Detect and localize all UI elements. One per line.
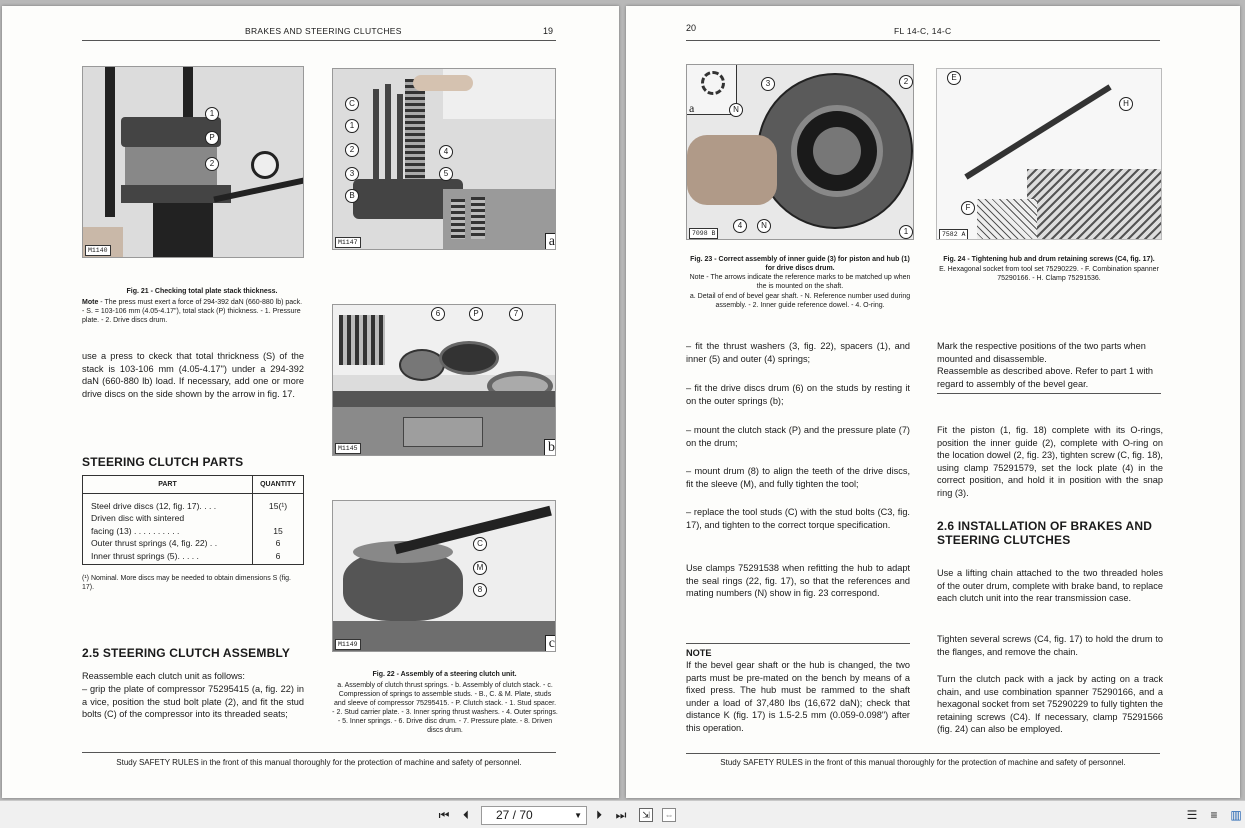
fig22-caption-text: a. Assembly of clutch thrust springs. - b. Assembly of clutch stack. - c. Compression of springs to assemble studs. - B., C. & M. Plate, studs and sleeve of compressor 75295415. - P. Clutch stack. - 1. Stud spacer. - 2. Stud carrier plate. - 3. Inner spring thrust washers. - 4. Outer springs. - 5. Inner springs. - 6. Drive disc drum. - 7. Pressure plate. - 8. Driven discs drum. (332, 682, 558, 734)
fig22a-callout-b: B (345, 189, 359, 203)
parts-table (82, 475, 304, 565)
viewer-toolbar (0, 800, 1245, 828)
fig23-callout-2: 2 (899, 75, 913, 89)
note-text: If the bevel gear shaft or the hub is changed, the two parts must be pre-mated on the bench by means of a fixed press. The hub must be rammed to the shaft under a load of 37,480 lbs (16,672 daN); check that distance K (fig. 17) is 1.5-2.5 mm (0.059-0.098") after this operation. (686, 660, 910, 733)
column-rule (937, 393, 1161, 394)
running-header: BRAKES AND STEERING CLUTCHES (245, 26, 402, 36)
step-item: – fit the thrust washers (3, fig. 22), spacers (1), and inner (5) and outer (4) springs; (686, 341, 910, 364)
footer-text: Study SAFETY RULES in the front of this manual thoroughly for the protection of machine and safety of personnel. (116, 758, 522, 767)
step-item: – mount the clutch stack (P) and the pressure plate (7) on the drum; (686, 425, 910, 448)
header-rule (82, 40, 556, 41)
table-cell: facing (13) . . . . . . . . . . (91, 525, 180, 536)
photo-code: M1140 (85, 245, 111, 256)
fig22c-callout-c: C (473, 537, 487, 551)
page-number: 19 (543, 26, 554, 36)
fig24-callout-e: E (947, 71, 961, 85)
page-number: 20 (686, 23, 697, 33)
fig22b-photo (332, 304, 556, 456)
table-header-quantity: QUANTITY (253, 476, 304, 494)
fig22a-callout-3: 3 (345, 167, 359, 181)
photo-code: 7098 B (689, 228, 718, 239)
table-qty-column (253, 494, 304, 565)
fig23-callout-1: 1 (899, 225, 913, 239)
table-parts-column (83, 494, 253, 565)
mark-paragraph: Mark the respective positions of the two parts when mounted and disassemble. (937, 341, 1146, 364)
fig22a-callout-1: 1 (345, 119, 359, 133)
piston-paragraph: Fit the piston (1, fig. 18) complete with its O-rings, position the inner guide (2), complete with O-ring on the location dowel (2, fig. 23), tighten screw (C, fig. 18), using clamp 75291579, set the lock plate (4) in the correct position, and hold it in position with the snap ring (3). (937, 425, 1163, 498)
fig24-caption-title: Fig. 24 - Tightening hub and drum retaining screws (C4, fig. 17). (943, 256, 1155, 263)
reassemble-paragraph: Reassemble as described above. Refer to part 1 with regard to assembly of the bevel gear. (937, 366, 1154, 389)
photo-letter: a (689, 101, 695, 115)
fig24-callout-h: H (1119, 97, 1133, 111)
fig23-caption-note: Note - The arrows indicate the reference marks to be matched up when the is mounted on the shaft. (689, 274, 911, 290)
fig22a-photo (332, 68, 556, 250)
photo-letter: c (545, 635, 555, 651)
clamps-paragraph: Use clamps 75291538 when refitting the hub to adapt the seal rings (22, fig. 17), so that the references and mating numbers (N) show in fig. 23 correspond. (686, 563, 910, 599)
step-item: – replace the tool studs (C) with the stud bolts (C3, fig. 17), and tighten to the correct torque specification. (686, 507, 910, 530)
fig23-callout-n: N (729, 103, 743, 117)
fig21-caption-note (82, 298, 304, 325)
header-rule (686, 40, 1160, 41)
photo-code: M1145 (335, 443, 361, 454)
assembly-intro: Reassemble each clutch unit as follows: (82, 671, 245, 681)
photo-letter: b (544, 439, 555, 455)
table-cell (253, 512, 303, 524)
fig22a-callout-2: 2 (345, 143, 359, 157)
parts-heading: STEERING CLUTCH PARTS (82, 455, 244, 469)
next-page-icon[interactable]: ⏵ (595, 808, 602, 822)
fig21-photo (82, 66, 304, 258)
photo-code: M1147 (335, 237, 361, 248)
table-cell: Outer thrust springs (4, fig. 22) . . (91, 538, 218, 549)
note-rule (686, 643, 910, 644)
running-header: FL 14-C, 14-C (894, 26, 952, 36)
table-cell: Steel drive discs (12, fig. 17). . . . (91, 501, 217, 511)
fig22c-photo (332, 500, 556, 652)
note-text: - The press must exert a force of 294-392 daN (660-880 lb) pack. - S. = 103-106 mm (4.05-4.17"), total stack (P) thickness. - 1. Pressure plate. - 2. Drive discs drum. (82, 299, 303, 324)
chevron-down-icon: ▼ (574, 811, 582, 820)
note-label: Mote (82, 299, 99, 306)
left-page (2, 6, 619, 798)
fig21-callout-2: 2 (205, 157, 219, 171)
section-heading: 2.5 STEERING CLUTCH ASSEMBLY (82, 646, 291, 660)
table-cell: Driven disc with sintered (91, 513, 185, 524)
table-cell: 6 (275, 550, 281, 561)
right-page (626, 6, 1240, 798)
fig22-caption-title: Fig. 22 - Assembly of a steering clutch unit. (372, 671, 517, 678)
step-item: – fit the drive discs drum (6) on the studs by resting it on the outer springs (b); (686, 383, 910, 406)
table-cell: 15 (273, 525, 283, 536)
fig23-callout-3: 3 (761, 77, 775, 91)
fig22b-callout-6: 6 (431, 307, 445, 321)
fig24-caption-text: E. Hexagonal socket from tool set 75290229. - F. Combination spanner 75290166. - H. Clamp 75291536. (939, 266, 1159, 282)
fig21-caption-title: Fig. 21 - Checking total plate stack thickness. (126, 288, 278, 295)
page-indicator: 27 / 70 (496, 808, 533, 822)
first-page-icon[interactable]: ⏮ (438, 808, 450, 822)
fig21-callout-1: 1 (205, 107, 219, 121)
fit-page-icon[interactable]: ⇲ (639, 808, 653, 822)
install-paragraph: Use a lifting chain attached to the two threaded holes of the outer drum, complete with brake band, to replace each clutch unit into the rear transmission case. (937, 568, 1163, 604)
fig22c-callout-8: 8 (473, 583, 487, 597)
note-title: NOTE (686, 648, 712, 658)
fig23-caption-detail: a. Detail of end of bevel gear shaft. - N. Reference number used during assembly. - 2. Inner guide reference dowel. - 4. O-ring. (689, 293, 911, 309)
table-cell: 6 (275, 538, 281, 549)
continuous-icon[interactable]: ≡ (1210, 808, 1218, 822)
prev-page-icon[interactable]: ⏴ (462, 808, 469, 822)
section-heading: 2.6 INSTALLATION OF BRAKES AND STEERING CLUTCHES (937, 519, 1153, 547)
install-paragraph: Tighten several screws (C4, fig. 17) to hold the drum to the flanges, and remove the chain. (937, 634, 1163, 657)
footer-rule (686, 753, 1160, 754)
table-cell: 15(¹) (268, 501, 288, 511)
page-selector[interactable] (481, 806, 587, 825)
step-item: – mount drum (8) to align the teeth of the drive discs, fit the sleeve (M), and fully tighten the tool; (686, 466, 910, 489)
fig23-caption-title: Fig. 23 - Correct assembly of inner guide (3) for piston and hub (1) for drive discs drum. (690, 256, 910, 272)
fit-width-icon[interactable]: ⇔ (662, 808, 676, 822)
fig22b-callout-p: P (469, 307, 483, 321)
photo-letter: a (545, 233, 555, 249)
photo-code: 7582 A (939, 229, 968, 240)
assembly-step: – grip the plate of compressor 75295415 (a, fig. 22) in a vice, position the stud bolt plate (2), and fit the stud bolts (C) of the compressor into its threaded seats; (82, 684, 304, 720)
photo-code: M1149 (335, 639, 361, 650)
fig22b-callout-7: 7 (509, 307, 523, 321)
fig22a-callout-c: C (345, 97, 359, 111)
install-paragraph: Turn the clutch pack with a jack by acting on a track chain, and use combination spanner 75290166, and a hexagonal socket from set 75290229 to fully tighten the retaining screws (C4). If necessary, clamp 75291566 (fig. 24) can also be employed. (937, 674, 1163, 735)
fig23-callout-n2: N (757, 219, 771, 233)
table-footnote: (¹) Nominal. More discs may be needed to obtain dimensions S (fig. 17). (82, 575, 291, 591)
table-cell: Inner thrust springs (5). . . . . (91, 550, 199, 561)
fig21-callout-p: P (205, 131, 219, 145)
fig24-callout-f: F (961, 201, 975, 215)
single-page-icon[interactable]: ☰ (1186, 808, 1198, 822)
footer-text: Study SAFETY RULES in the front of this manual thoroughly for the protection of machine and safety of personnel. (720, 758, 1126, 767)
paragraph-stack-check: use a press to ckeck that total thrickness (S) of the stack is 103-106 mm (4.05-4.17") under a 294-392 daN (660-880 lb) load. If necessary, add one or more drive discs on the side shown by the arrow in fig. 17. (82, 351, 304, 399)
table-header-part: PART (83, 476, 253, 494)
fig22a-callout-5: 5 (439, 167, 453, 181)
fig22a-callout-4: 4 (439, 145, 453, 159)
fig23-photo (686, 64, 914, 240)
fig23-callout-4: 4 (733, 219, 747, 233)
facing-icon[interactable]: ▥ (1230, 808, 1242, 822)
fig22c-callout-m: M (473, 561, 487, 575)
last-page-icon[interactable]: ⏭ (615, 808, 627, 822)
fig24-drawing (936, 68, 1162, 240)
footer-rule (82, 752, 556, 753)
